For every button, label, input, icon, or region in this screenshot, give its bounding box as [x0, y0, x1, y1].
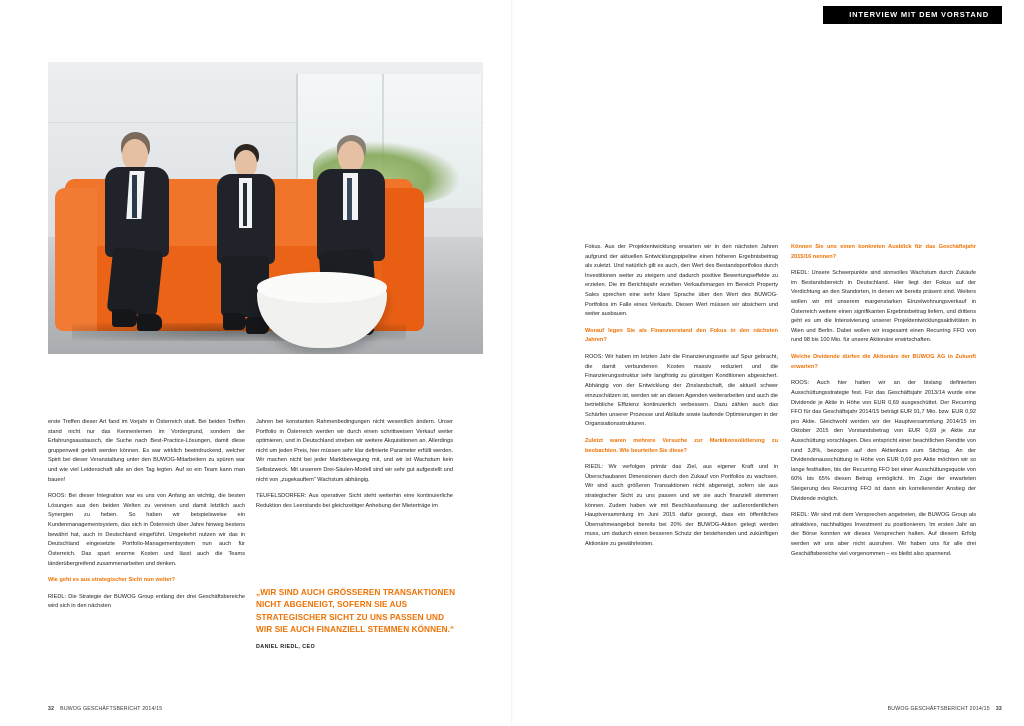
- left-column-1: [48, 418, 245, 619]
- spread-gutter: [511, 0, 513, 726]
- person-left-tie: [132, 175, 137, 218]
- footer-text-left: BUWOG GESCHÄFTSBERICHT 2014/15: [60, 706, 163, 712]
- question-text: Zuletzt waren mehrere Versuche zur Marktkonsolidierung zu beobachten. Wie beurteilen Sie diese?: [585, 437, 778, 454]
- paragraph: RIEDL: Wir sind mit dem Versprechen angetreten, die BUWOG Group als attraktives, nachhaltiges Investment zu positionieren. Im ersten Jahr an der Börse konnten wir dieses Versprechen halten. Auf diesem Erfolg werden wir uns aber nicht ausruhen. Wir haben uns für alle drei Geschäftsbereiche viel vorgenommen – es bleibt also spannend.: [791, 512, 976, 557]
- person-left: [87, 132, 200, 348]
- pull-quote: [256, 587, 456, 651]
- footer-left: [48, 706, 162, 712]
- left-column-2: [256, 418, 453, 518]
- page-number-left: 32: [48, 706, 55, 712]
- footer-right: [888, 706, 1002, 712]
- pull-quote-attribution: DANIEL RIEDL, CEO: [256, 644, 316, 651]
- paragraph: ROOS: Bei dieser Integration war es uns von Anfang an wichtig, die besten Lösungen aus den beiden Welten zu vereinen und damit letztlich auch Synergien zu heben. So haben wir beispielsweise ein Kundenmanagementsystem, das sich in Österreich über Jahre hinweg bestens bewährt hat, auch in Deutschland eingeführt. Umgekehrt nutzen wir das in Deutschland eingesetzte Portfolio-Managementsystem nun auch für Österreich. Das spart enorme Kosten und lässt auch die Teams länderübergreifend zusammenarbeiten und denken.: [48, 493, 245, 567]
- right-column-1: [585, 243, 778, 557]
- question-text: Worauf legen Sie als Finanzvorstand den Fokus in den nächsten Jahren?: [585, 327, 778, 344]
- section-header-tab: INTERVIEW MIT DEM VORSTAND: [823, 6, 1002, 24]
- person-right-tie: [347, 178, 352, 221]
- paragraph: Jahren bei konstanten Rahmenbedingungen nicht wesentlich ändern. Unser Portfolio in Österreich werden wir durch einen schrittweisen Verkauf weiter optimieren, und in Deutschland streben wir weitere Akquisitionen an. Allerdings nicht um jeden Preis, hier müssen sehr klar definierte Parameter erfüllt werden. Wir machen nicht bei jeder Marktbewegung mit, und wir ist Wachstum kein Selbstzweck. Mit unserem Drei-Säulen-Modell sind wir sehr gut aufgestellt und nicht von „zugekauftem“ Wachstum abhängig.: [256, 419, 453, 483]
- person-left-shoe: [112, 309, 137, 326]
- person-middle-shoe: [223, 313, 246, 329]
- person-left-legs: [106, 246, 162, 316]
- page-number-right: 33: [995, 706, 1002, 712]
- paragraph: ROOS: Wir haben im letzten Jahr die Finanzierungsseite auf Spur gebracht, die damit verbundenen Kosten massiv reduziert und die Finanzierungsstruktur sehr langfristig zu günstigen Konditionen abgesichert. Abhängig von der Entwicklung der Zinslandschaft, die aktuell schwer einzuschätzen ist, werden wir an diesen Agenden weiterarbeiten und auch die betriebliche Effizienz kontinuierlich verbessern. Dazu zählen auch das Schärfen unserer Prozesse und Abläufe sowie laufende Optimierungen in der Organisationsstrukturen.: [585, 354, 778, 428]
- paragraph: RIEDL: Die Strategie der BUWOG Group entlang der drei Geschäftsbereiche wird sich in den nächsten: [48, 593, 245, 610]
- question-text: Wie geht es aus strategischer Sicht nun weiter?: [48, 577, 176, 584]
- paragraph: erste Treffen dieser Art fand im Vorjahr in Österreich statt. Bei beiden Treffen stand nicht nur das Kennenlernen im Vordergrund, sondern der Erfahrungsaustausch, die Suche nach Best-Practice-Lösungen, damit diese gruppenweit geteilt werden können. Es war wirklich beeindruckend, welcher Spirit bei dieser Veranstaltung unter den BUWOG-Mitarbeitern zu spüren war und wie viel Leidenschaft alle an den Tag legten. Auf so ein Team kann man bauen!: [48, 419, 245, 483]
- right-column-2: [791, 243, 976, 566]
- board-members-photo: [48, 62, 483, 354]
- footer-text-right: BUWOG GESCHÄFTSBERICHT 2014/15: [887, 706, 990, 712]
- person-left-shoe-2: [137, 314, 162, 331]
- paragraph: ROOS: Auch hier halten wir an der bislang definierten Ausschüttungsstrategie fest. Für das Geschäftsjahr 2013/14 wurde eine Dividende je Aktie in Höhe von EUR 0,69 ausgeschüttet. Der Recurring FFO für das Geschäftsjahr 2014/15 beträgt EUR 91,7 Mio. bzw. EUR 0,92 pro Aktie. Gleichwohl werden wir der Hauptversammlung 2014/15 im Oktober 2015 den Vorstandsbetrag von EUR 0,69 je Aktie zur Ausschüttung vorschlagen. Dies entspricht einer beachtlichen Rendite von rund 3,8%, bezogen auf den Aktienkurs zum Stichtag. An der Dividendenausschüttung in Höhe von EUR 0,69 pro Aktie möchten wir so lange festhalten, bis der Recurring FFO bei einer Ausschüttungsquote von 60% bis 65% diesen Betrag ermöglicht. Im Zuge der erwarteten Steigerung des Recurring FFO ist dann ein korrelierender Anstieg der Dividende möglich.: [791, 380, 976, 502]
- paragraph: Fokus. Aus der Projektentwicklung erwarten wir in den nächsten Jahren aufgrund der aktuellen Entwicklungspipeline einen höheren Ergebnisbeitrag als zuletzt. Und natürlich gilt es auch, den Wert des Bestandsportfolios durch Investitionen weiter zu steigern und dadurch positive Bewertungseffekte zu erzielen. Die im Berichtsjahr erzielten Verkaufsmargen im Bereich Property Sales sprechen eine sehr klare Sprache über den Wert des BUWOG-Portfolios im Falle eines Verkaufs. Diesen Wert müssen wir absichern und weiter ausbauen.: [585, 244, 778, 318]
- paragraph: RIEDL: Unsere Schwerpunkte sind sinnvolles Wachstum durch Zukäufe im Bestandsbereich in Deutschland. Hier liegt der Fokus auf der Verdichtung an den Standorten, in denen wir bereits präsent sind. Weiters wollen wir mit unserem margenstarken Einzelwohnungsverkauf in Österreich weitere einen signifikanten Ergebnisbeitrag liefern, und drittens geht es um die Intensivierung unserer Projektentwicklungsaktivitäten in Wien und Berlin. Dabei wollen wir insgesamt einen Recurring FFO von rund 98 bis 100 Mio. für unsere Aktionäre erwirtschaften.: [791, 270, 976, 344]
- person-middle-tie: [243, 183, 247, 226]
- paragraph: RIEDL: Wir verfolgen primär das Ziel, aus eigener Kraft und in Überschaubaren Dimensionen durch den Zukauf von Portfolios zu wachsen. Wir sind auch größeren Transaktionen nicht abgeneigt, sofern sie aus strategischer Sicht zu uns passen und wir sie auch finanziell stemmen können. Zudem haben wir mit Beschlussfassung der außerordentlichen Hauptversammlung im Juni 2015 dafür gesorgt, dass ein öffentliches Übernahmeangebot bereits bei 20% der BUWOG-Aktien gelegt werden muss, um dadurch einen besseren Schutz der bestehenden und zukünftigen Aktionäre zu gewährleisten.: [585, 464, 778, 548]
- pull-quote-text: „WIR SIND AUCH GRÖSSEREN TRANSAKTIONEN NICHT ABGENEIGT, SOFERN SIE AUS STRATEGISCHER SICHT ZU UNS PASSEN UND WIR SIE AUCH FINANZIELL STEMMEN KÖNNEN.“: [256, 588, 456, 634]
- side-table-top: [257, 272, 388, 302]
- question-text: Können Sie uns einen konkreten Ausblick für das Geschäftsjahr 2015/16 nennen?: [791, 244, 976, 260]
- paragraph: TEUFELSDORFER: Aus operativer Sicht steht weiterhin eine kontinuierliche Reduktion des Leerstands bei gleichzeitiger Anhebung der Mieterträge im: [256, 493, 453, 509]
- question-text: Welche Dividende dürfen die Aktionäre der BUWOG AG in Zukunft erwarten?: [791, 354, 976, 370]
